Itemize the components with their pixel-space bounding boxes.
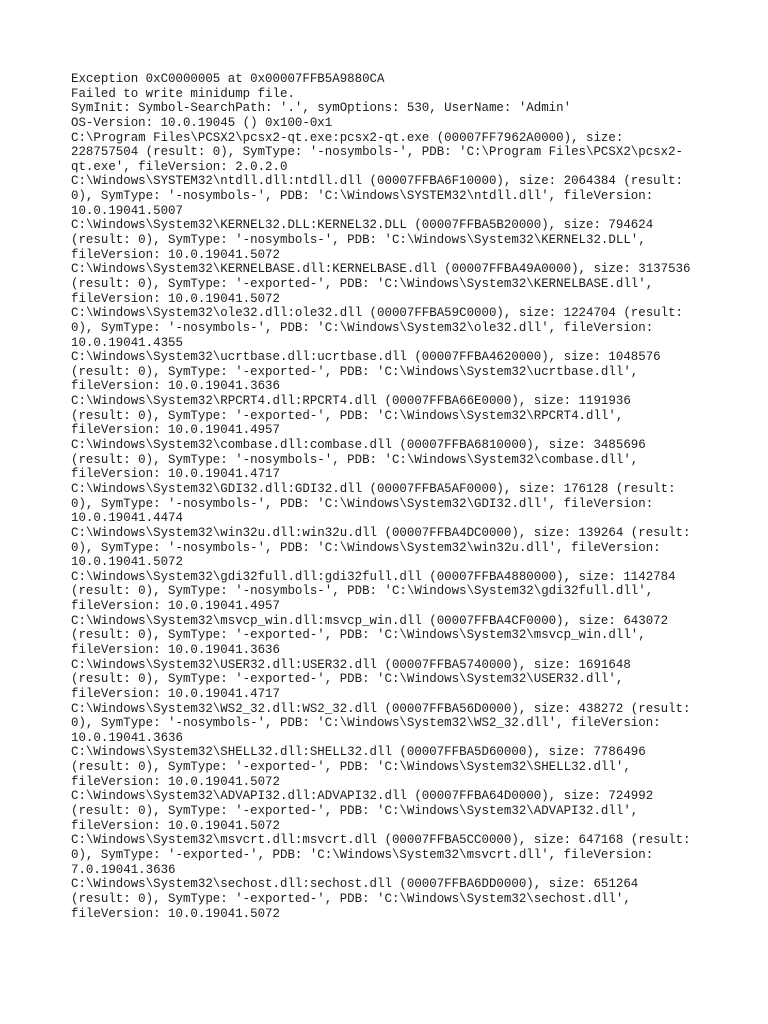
module-line: C:\Windows\System32\ole32.dll:ole32.dll (00007FFBA59C0000), size: 1224704 (result: [71, 306, 684, 321]
exception-line: Exception 0xC0000005 at 0x00007FFB5A9880CA [71, 72, 385, 86]
module-line: C:\Windows\System32\SHELL32.dll:SHELL32.dll (00007FFBA5D60000), size: 7786496 [71, 745, 646, 760]
module-line: C:\Windows\System32\combase.dll:combase.dll (00007FFBA6810000), size: 3485696 [71, 438, 646, 453]
module-line: C:\Windows\System32\KERNEL32.DLL:KERNEL32.DLL (00007FFBA5B20000), size: 794624 [71, 218, 654, 233]
module-list [71, 131, 751, 922]
module-line: C:\Windows\System32\win32u.dll:win32u.dll (00007FFBA4DC0000), size: 139264 (result: [71, 525, 691, 540]
module-line: 0), SymType: '-exported-', PDB: 'C:\Windows\System32\msvcrt.dll', fileVersion: [71, 847, 654, 862]
module-line: 0), SymType: '-nosymbols-', PDB: 'C:\Windows\System32\WS2_32.dll', fileVersion: [71, 716, 661, 731]
module-line: C:\Windows\System32\USER32.dll:USER32.dll (00007FFBA5740000), size: 1691648 [71, 657, 631, 672]
module-line: C:\Windows\System32\KERNELBASE.dll:KERNELBASE.dll (00007FFBA49A0000), size: 3137536 [71, 262, 691, 277]
minidump-status-line: Failed to write minidump file. [71, 86, 295, 101]
module-line: (result: 0), SymType: '-exported-', PDB: 'C:\Windows\System32\msvcp_win.dll', [71, 628, 646, 643]
module-line: C:\Windows\System32\WS2_32.dll:WS2_32.dll (00007FFBA56D0000), size: 438272 (result: [71, 701, 691, 716]
module-line: C:\Windows\System32\msvcrt.dll:msvcrt.dll (00007FFBA5CC0000), size: 647168 (result: [71, 833, 691, 848]
module-line: 10.0.19041.3636 [71, 730, 183, 745]
module-line: fileVersion: 10.0.19041.5072 [71, 818, 280, 833]
module-line: fileVersion: 10.0.19041.5072 [71, 291, 280, 306]
module-entry [71, 658, 751, 702]
module-line: 0), SymType: '-nosymbols-', PDB: 'C:\Windows\System32\GDI32.dll', fileVersion: [71, 496, 654, 511]
crash-log [71, 72, 751, 921]
module-entry [71, 262, 751, 306]
module-entry [71, 526, 751, 570]
module-line: 0), SymType: '-nosymbols-', PDB: 'C:\Windows\SYSTEM32\ntdll.dll', fileVersion: [71, 189, 654, 204]
module-line: (result: 0), SymType: '-exported-', PDB: 'C:\Windows\System32\ucrtbase.dll', [71, 364, 639, 379]
module-line: qt.exe', fileVersion: 2.0.2.0 [71, 159, 288, 174]
syminit-line: SymInit: Symbol-SearchPath: '.', symOptions: 530, UserName: 'Admin' [71, 101, 572, 116]
module-line: (result: 0), SymType: '-exported-', PDB: 'C:\Windows\System32\RPCRT4.dll', [71, 408, 624, 423]
module-line: 0), SymType: '-nosymbols-', PDB: 'C:\Windows\System32\ole32.dll', fileVersion: [71, 320, 654, 335]
module-entry [71, 789, 751, 833]
module-line: C:\Program Files\PCSX2\pcsx2-qt.exe:pcsx2-qt.exe (00007FF7962A0000), size: [71, 130, 624, 145]
module-line: C:\Windows\System32\msvcp_win.dll:msvcp_win.dll (00007FFBA4CF0000), size: 643072 [71, 613, 669, 628]
module-line: fileVersion: 10.0.19041.4957 [71, 599, 280, 614]
module-line: (result: 0), SymType: '-exported-', PDB: 'C:\Windows\System32\USER32.dll', [71, 672, 624, 687]
module-line: (result: 0), SymType: '-exported-', PDB: 'C:\Windows\System32\sechost.dll', [71, 891, 631, 906]
module-line: fileVersion: 10.0.19041.5072 [71, 774, 280, 789]
module-line: 228757504 (result: 0), SymType: '-nosymbols-', PDB: 'C:\Program Files\PCSX2\pcsx2- [71, 145, 684, 160]
module-line: fileVersion: 10.0.19041.5072 [71, 247, 280, 262]
module-line: fileVersion: 10.0.19041.4717 [71, 686, 280, 701]
module-entry [71, 174, 751, 218]
module-entry [71, 438, 751, 482]
module-line: fileVersion: 10.0.19041.3636 [71, 642, 280, 657]
module-line: 10.0.19041.5072 [71, 555, 183, 570]
module-line: C:\Windows\System32\ADVAPI32.dll:ADVAPI32.dll (00007FFBA64D0000), size: 724992 [71, 789, 654, 804]
module-line: fileVersion: 10.0.19041.4717 [71, 467, 280, 482]
module-entry [71, 570, 751, 614]
module-entry [71, 702, 751, 746]
module-line: (result: 0), SymType: '-exported-', PDB: 'C:\Windows\System32\KERNELBASE.dll', [71, 276, 654, 291]
module-line: (result: 0), SymType: '-exported-', PDB: 'C:\Windows\System32\SHELL32.dll', [71, 760, 631, 775]
module-entry [71, 394, 751, 438]
module-line: (result: 0), SymType: '-nosymbols-', PDB: 'C:\Windows\System32\combase.dll', [71, 452, 639, 467]
module-line: fileVersion: 10.0.19041.5072 [71, 906, 280, 921]
module-line: C:\Windows\System32\sechost.dll:sechost.dll (00007FFBA6DD0000), size: 651264 [71, 877, 639, 892]
module-line: 0), SymType: '-nosymbols-', PDB: 'C:\Windows\System32\win32u.dll', fileVersion: [71, 540, 661, 555]
module-line: C:\Windows\SYSTEM32\ntdll.dll:ntdll.dll (00007FFBA6F10000), size: 2064384 (result: [71, 174, 684, 189]
module-entry [71, 131, 751, 175]
module-line: (result: 0), SymType: '-exported-', PDB: 'C:\Windows\System32\ADVAPI32.dll', [71, 804, 639, 819]
module-entry [71, 306, 751, 350]
module-line: fileVersion: 10.0.19041.4957 [71, 423, 280, 438]
module-entry [71, 745, 751, 789]
module-entry [71, 877, 751, 921]
module-line: 10.0.19041.4474 [71, 511, 183, 526]
module-entry [71, 218, 751, 262]
module-entry [71, 614, 751, 658]
module-entry [71, 350, 751, 394]
module-entry [71, 482, 751, 526]
os-version-line: OS-Version: 10.0.19045 () 0x100-0x1 [71, 115, 333, 130]
module-line: C:\Windows\System32\ucrtbase.dll:ucrtbase.dll (00007FFBA4620000), size: 1048576 [71, 350, 661, 365]
module-line: fileVersion: 10.0.19041.3636 [71, 379, 280, 394]
module-line: C:\Windows\System32\gdi32full.dll:gdi32full.dll (00007FFBA4880000), size: 1142784 [71, 569, 676, 584]
module-line: C:\Windows\System32\RPCRT4.dll:RPCRT4.dll (00007FFBA66E0000), size: 1191936 [71, 394, 631, 409]
module-entry [71, 833, 751, 877]
module-line: 7.0.19041.3636 [71, 862, 176, 877]
module-line: 10.0.19041.4355 [71, 335, 183, 350]
module-line: (result: 0), SymType: '-nosymbols-', PDB: 'C:\Windows\System32\gdi32full.dll', [71, 584, 654, 599]
module-line: C:\Windows\System32\GDI32.dll:GDI32.dll (00007FFBA5AF0000), size: 176128 (result: [71, 481, 676, 496]
module-line: (result: 0), SymType: '-nosymbols-', PDB: 'C:\Windows\System32\KERNEL32.DLL', [71, 233, 646, 248]
module-line: 10.0.19041.5007 [71, 203, 183, 218]
